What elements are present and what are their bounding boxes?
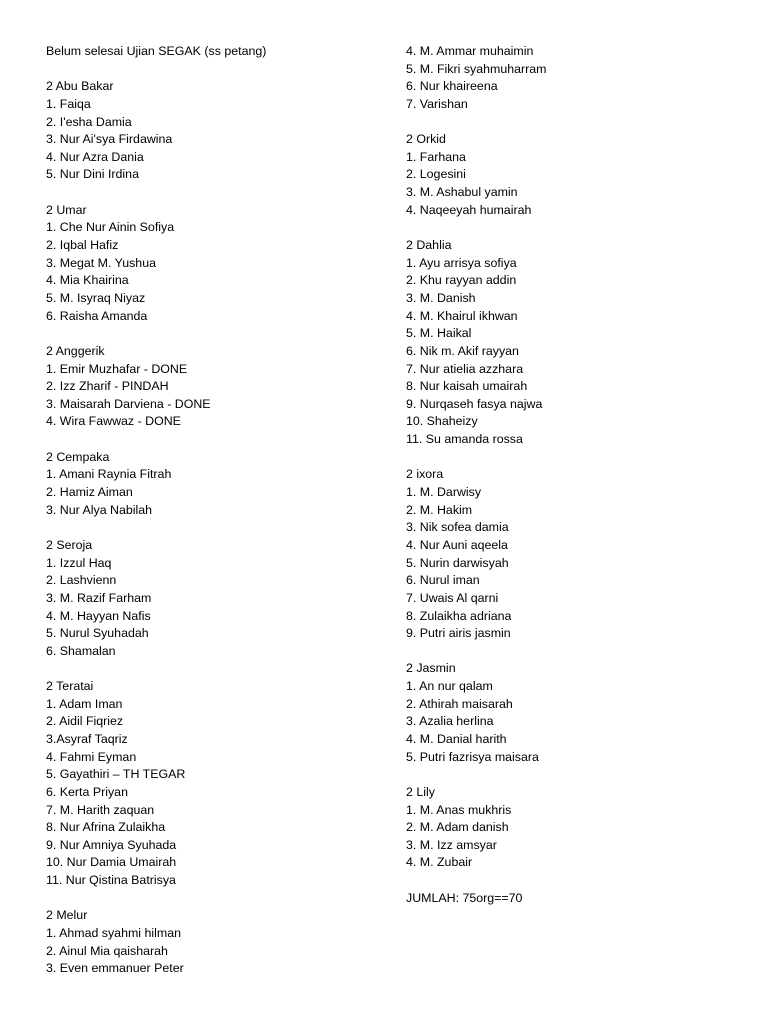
student-item: 3. M. Izz amsyar	[406, 837, 497, 852]
student-item: 4. M. Khairul ikhwan	[406, 308, 518, 323]
total-count: JUMLAH: 75org==70	[406, 890, 523, 905]
student-item: 3. Nik sofea damia	[406, 520, 509, 535]
student-item: 1. Che Nur Ainin Sofiya	[46, 220, 175, 235]
student-item: 9. Nurqaseh fasya najwa	[406, 396, 543, 411]
student-item: 3. M. Ashabul yamin	[406, 185, 518, 200]
student-item: 7. Varishan	[406, 96, 468, 111]
class-heading: 2 Cempaka	[46, 449, 110, 464]
student-item: 1. Ayu arrisya sofiya	[406, 255, 517, 270]
student-item: 2. Hamiz Aiman	[46, 485, 133, 500]
student-item: 2. Khu rayyan addin	[406, 273, 517, 288]
student-item: 5. M. Isyraq Niyaz	[46, 290, 146, 305]
student-item: 2. Logesini	[406, 167, 466, 182]
student-item: 3. Even emmanuer Peter	[46, 961, 184, 976]
spacer	[46, 325, 386, 343]
student-item: 6. Nur khaireena	[406, 79, 498, 94]
student-item: 4. Fahmi Eyman	[46, 749, 137, 764]
student-item: 10. Nur Damia Umairah	[46, 855, 177, 870]
student-item: 2. I'esha Damia	[46, 114, 132, 129]
document-title: Belum selesai Ujian SEGAK (ss petang)	[46, 44, 267, 58]
student-item: 5. M. Haikal	[406, 326, 472, 341]
student-item: 3. Nur Ai'sya Firdawina	[46, 132, 173, 147]
student-item: 2. M. Adam danish	[406, 820, 509, 835]
student-item: 5. Gayathiri – TH TEGAR	[46, 767, 186, 782]
class-heading: 2 Jasmin	[406, 661, 456, 676]
class-heading: 2 Teratai	[46, 679, 94, 694]
student-item: 6. Raisha Amanda	[46, 308, 148, 323]
spacer	[406, 219, 746, 237]
class-heading: 2 Orkid	[406, 132, 446, 147]
class-heading: 2 Lily	[406, 784, 435, 799]
spacer	[46, 184, 386, 202]
student-item: 4. Mia Khairina	[46, 273, 129, 288]
student-item: 1. An nur qalam	[406, 679, 493, 694]
student-item: 3. M. Danish	[406, 290, 476, 305]
student-item: 1. Adam Iman	[46, 696, 123, 711]
student-item: 7. Uwais Al qarni	[406, 590, 499, 605]
spacer	[46, 660, 386, 678]
class-heading: 2 Seroja	[46, 537, 93, 552]
student-item: 8. Zulaikha adriana	[406, 608, 512, 623]
student-item: 1. Ahmad syahmi hilman	[46, 926, 181, 941]
student-item: 5. Nur Dini Irdina	[46, 167, 139, 182]
student-item: 4. M. Hayyan Nafis	[46, 608, 151, 623]
student-item: 4. M. Ammar muhaimin	[406, 44, 534, 58]
student-item: 8. Nur kaisah umairah	[406, 379, 528, 394]
student-item: 2. Iqbal Hafiz	[46, 238, 119, 253]
student-item: 2. Athirah maisarah	[406, 696, 513, 711]
student-item: 4. M. Danial harith	[406, 731, 507, 746]
spacer	[46, 431, 386, 449]
student-item: 5. Putri fazrisya maisara	[406, 749, 539, 764]
student-item: 1. Farhana	[406, 149, 466, 164]
spacer	[46, 519, 386, 537]
student-item: 5. Nurin darwisyah	[406, 555, 509, 570]
student-item: 11. Su amanda rossa	[406, 432, 523, 447]
student-item: 6. Shamalan	[46, 643, 116, 658]
student-item: 3.Asyraf Taqriz	[46, 731, 128, 746]
student-item: 10. Shaheizy	[406, 414, 478, 429]
spacer	[406, 114, 746, 132]
student-item: 6. Nik m. Akif rayyan	[406, 343, 519, 358]
student-item: 7. M. Harith zaquan	[46, 802, 155, 817]
student-item: 4. M. Zubair	[406, 855, 473, 870]
student-item: 1. M. Darwisy	[406, 485, 482, 500]
left-column	[46, 43, 386, 978]
class-heading: 2 Dahlia	[406, 238, 452, 253]
student-item: 2. M. Hakim	[406, 502, 473, 517]
student-item: 4. Naqeeyah humairah	[406, 202, 532, 217]
spacer	[406, 449, 746, 467]
student-item: 1. Faiqa	[46, 96, 91, 111]
student-item: 2. Izz Zharif - PINDAH	[46, 379, 169, 394]
student-item: 3. M. Razif Farham	[46, 590, 152, 605]
student-item: 5. M. Fikri syahmuharram	[406, 61, 547, 76]
spacer	[406, 766, 746, 784]
student-item: 3. Megat M. Yushua	[46, 255, 156, 270]
student-item: 11. Nur Qistina Batrisya	[46, 873, 176, 888]
spacer	[46, 61, 386, 79]
right-column	[406, 43, 746, 907]
student-item: 3. Maisarah Darviena - DONE	[46, 396, 211, 411]
student-item: 3. Nur Alya Nabilah	[46, 502, 153, 517]
class-heading: 2 Abu Bakar	[46, 79, 114, 94]
class-heading: 2 Melur	[46, 908, 88, 923]
student-item: 4. Nur Auni aqeela	[406, 537, 508, 552]
spacer	[46, 890, 386, 908]
student-item: 4. Wira Fawwaz - DONE	[46, 414, 181, 429]
student-item: 4. Nur Azra Dania	[46, 149, 144, 164]
student-item: 6. Kerta Priyan	[46, 784, 128, 799]
student-item: 1. Izzul Haq	[46, 555, 112, 570]
spacer	[406, 872, 746, 890]
student-item: 1. M. Anas mukhris	[406, 802, 512, 817]
student-item: 5. Nurul Syuhadah	[46, 626, 149, 641]
student-item: 9. Nur Amniya Syuhada	[46, 837, 177, 852]
spacer	[406, 643, 746, 661]
student-item: 9. Putri airis jasmin	[406, 626, 511, 641]
class-heading: 2 Anggerik	[46, 343, 105, 358]
student-item: 8. Nur Afrina Zulaikha	[46, 820, 166, 835]
student-item: 3. Azalia herlina	[406, 714, 494, 729]
student-item: 1. Emir Muzhafar - DONE	[46, 361, 188, 376]
student-item: 7. Nur atielia azzhara	[406, 361, 524, 376]
student-item: 2. Ainul Mia qaisharah	[46, 943, 168, 958]
student-item: 2. Lashvienn	[46, 573, 117, 588]
student-item: 2. Aidil Fiqriez	[46, 714, 124, 729]
class-heading: 2 ixora	[406, 467, 444, 482]
class-heading: 2 Umar	[46, 202, 87, 217]
student-item: 1. Amani Raynia Fitrah	[46, 467, 172, 482]
student-item: 6. Nurul iman	[406, 573, 480, 588]
